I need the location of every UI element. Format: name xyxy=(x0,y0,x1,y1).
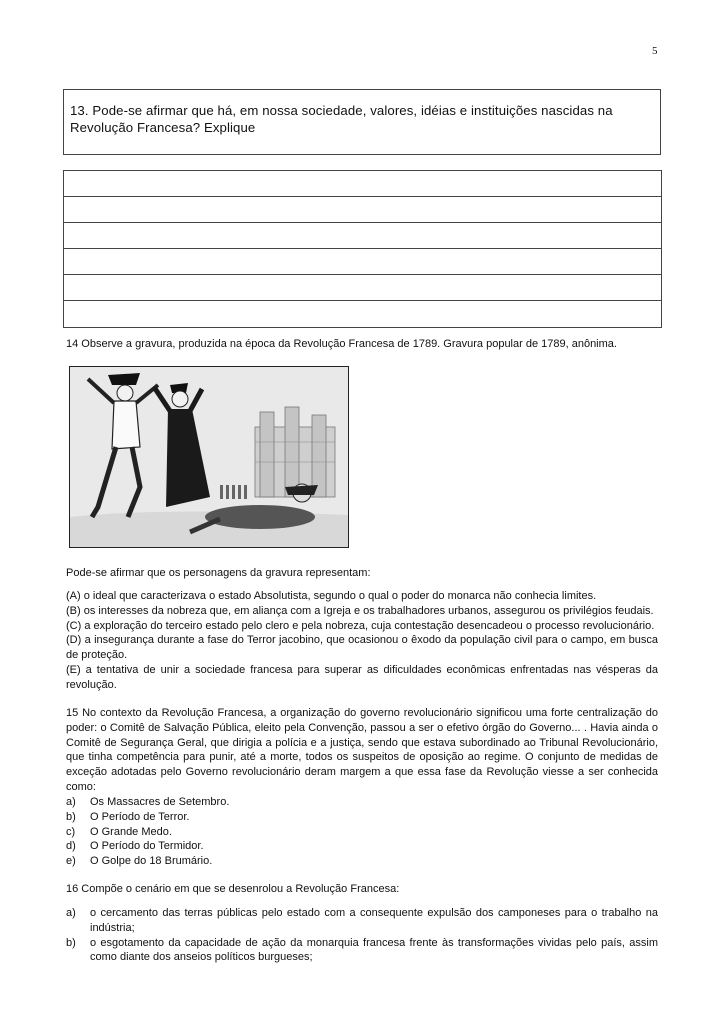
option-b[interactable]: b) O Período de Terror. xyxy=(66,810,190,823)
engraving-image xyxy=(69,366,349,548)
answer-line[interactable] xyxy=(64,171,661,197)
option-a[interactable]: a) o cercamento das terras públicas pelo estado com a consequente expulsão dos camponeses para o trabalho na indústria; xyxy=(66,907,658,934)
option-a[interactable]: a) Os Massacres de Setembro. xyxy=(66,796,230,808)
answer-line[interactable] xyxy=(64,249,661,275)
option-d[interactable]: (D) a insegurança durante a fase do Terror jacobino, que ocasionou o êxodo da população civil para o campo, em busca de proteção. xyxy=(66,634,658,662)
answer-lines xyxy=(63,170,662,328)
question-14-intro: 14 Observe a gravura, produzida na época da Revolução Francesa de 1789. Gravura popular de 1789, anônima. xyxy=(66,338,617,350)
question-14-options xyxy=(66,589,658,693)
question-13-text: 13. Pode-se afirmar que há, em nossa sociedade, valores, idéias e instituições nascidas na Revolução Francesa? Explique xyxy=(70,103,613,135)
question-16-text: 16 Compõe o cenário em que se desenrolou a Revolução Francesa: xyxy=(66,883,400,895)
question-13-box xyxy=(63,89,661,155)
option-b[interactable]: b) o esgotamento da capacidade de ação da monarquia francesa frente às transformações vividas pelo país, assim como diante dos anseios políticos burgueses; xyxy=(66,936,658,964)
page-number: 5 xyxy=(652,45,658,57)
option-e[interactable]: e) O Golpe do 18 Brumário. xyxy=(66,855,213,868)
question-15-options xyxy=(66,795,658,869)
answer-line[interactable] xyxy=(64,223,661,249)
engraving-illustration xyxy=(70,367,348,547)
answer-line[interactable] xyxy=(64,275,661,301)
option-c[interactable]: c) O Grande Medo. xyxy=(66,825,172,838)
question-15-text: 15 No contexto da Revolução Francesa, a organização do governo revolucionário significou uma forte centralização do poder: o Comitê de Salvação Pública, eleito pela Convenção, passou a ser o efetivo órgão do Governo... . Havia ainda o Comitê de Segurança Geral, que dirigia a polícia e a justiça, sendo que estava subordinado ao Tribunal Revolucionário, que tinha competência para punir, até a morte, todos os suspeitos de oposição ao regime. O conjunto de medidas de exceção adotadas pelo Governo revolucionário deram margem a que essa fase da Revolução viesse a ser conhecida como: xyxy=(66,707,658,793)
option-a[interactable]: (A) o ideal que caracterizava o estado Absolutista, segundo o qual o poder do monarca não conhecia limites. xyxy=(66,590,597,602)
question-16-options xyxy=(66,906,658,965)
question-14-stem: Pode-se afirmar que os personagens da gravura representam: xyxy=(66,567,371,579)
option-b[interactable]: (B) os interesses da nobreza que, em aliança com a Igreja e os trabalhadores urbanos, assegurou os privilégios feudais. xyxy=(66,604,654,617)
option-d[interactable]: d) O Período do Termidor. xyxy=(66,840,204,853)
option-c[interactable]: (C) a exploração do terceiro estado pelo clero e pela nobreza, cuja contestação desencadeou o processo revolucionário. xyxy=(66,619,655,632)
answer-line[interactable] xyxy=(64,197,661,223)
answer-line[interactable] xyxy=(64,301,661,327)
option-e[interactable]: (E) a tentativa de unir a sociedade francesa para superar as dificuldades econômicas enfrentadas nas vésperas da revolução. xyxy=(66,663,658,691)
